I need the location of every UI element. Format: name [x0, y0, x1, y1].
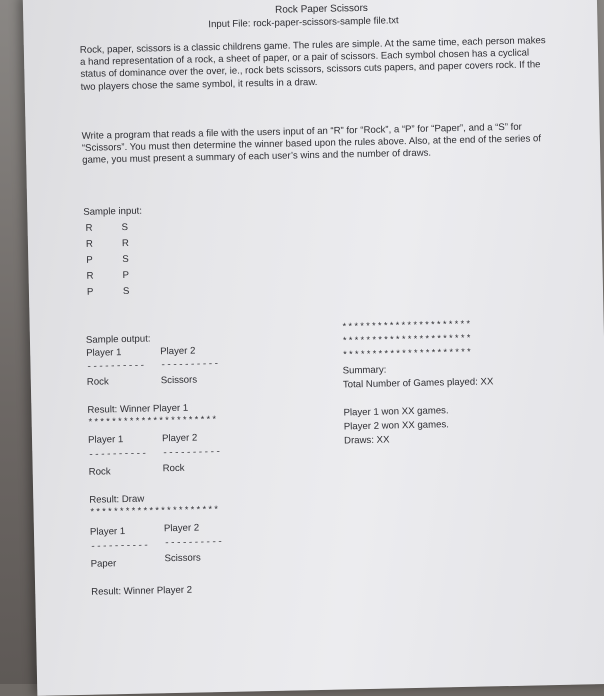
summary-draws: Draws: XX	[344, 434, 390, 447]
game2-stars: **********************	[87, 415, 218, 428]
intro-paragraph: Rock, paper, scissors is a classic childrens game. The rules are simple. At the same time, each person makes a hand representation of a rock, a sheet of paper, or a pair of scissors. Each symbol chosen has a cyclical status of dominance over the over, ie., rock bets scissors, scissors cuts papers, and paper covers rock. If the two players chose the same symbol, it results in a draw.	[79, 35, 546, 93]
summary-stars-2: **********************	[341, 333, 472, 347]
summary-player1-won: Player 1 won XX games.	[343, 405, 449, 419]
sample-input-label: Sample input:	[83, 205, 143, 218]
game3-p2-choice: Scissors	[164, 552, 201, 565]
game3-p1-choice: Paper	[90, 558, 117, 570]
game2-p1-choice: Rock	[88, 466, 111, 478]
input-row-2-p1: R	[85, 238, 93, 250]
game1-p2-dashes: ----------	[160, 359, 220, 371]
task-paragraph: Write a program that reads a file with the users input of an “R” for “Rock”, a “P” for “Paper”, and a “S” for “Scissors”. You must then determine the winner based upon the rules above. Also, at the end of the series of game, you must present a summary of each user’s wins and the number of draws.	[81, 121, 542, 167]
game2-p1-dashes: ----------	[88, 448, 148, 460]
summary-label: Summary:	[342, 364, 387, 377]
game3-p2-dashes: ----------	[164, 537, 224, 549]
game3-p1-dashes: ----------	[90, 540, 150, 552]
game1-player2-header: Player 2	[160, 345, 196, 358]
game3-result: Result: Winner Player 2	[91, 584, 193, 598]
game3-stars: **********************	[89, 505, 220, 518]
game1-player1-header: Player 1	[86, 347, 122, 359]
game2-player2-header: Player 2	[161, 432, 198, 445]
document-page	[23, 0, 604, 696]
summary-total: Total Number of Games played: XX	[342, 376, 494, 391]
game1-p2-choice: Scissors	[160, 374, 198, 387]
input-row-1-p2: S	[121, 221, 129, 234]
input-file-line: Input File: rock-paper-scissors-sample file.txt	[208, 15, 399, 31]
game3-player2-header: Player 2	[163, 522, 200, 535]
input-row-5-p1: P	[86, 286, 94, 298]
summary-stars-3: **********************	[342, 347, 473, 361]
game3-player1-header: Player 1	[89, 526, 126, 538]
input-row-5-p2: S	[122, 285, 130, 298]
doc-title: Rock Paper Scissors	[274, 2, 368, 16]
input-row-4-p1: R	[86, 270, 94, 282]
game2-player1-header: Player 1	[87, 434, 124, 446]
game2-p2-choice: Rock	[162, 462, 185, 475]
summary-stars-1: **********************	[341, 319, 472, 333]
game1-p1-choice: Rock	[86, 376, 109, 388]
input-row-3-p2: S	[122, 253, 129, 266]
sample-output-label: Sample output:	[85, 333, 151, 346]
game1-p1-dashes: ----------	[86, 360, 146, 372]
input-row-4-p2: P	[122, 269, 130, 282]
input-row-2-p2: R	[121, 237, 129, 250]
game2-p2-dashes: ----------	[162, 447, 222, 459]
game1-result: Result: Winner Player 1	[87, 402, 189, 416]
summary-player2-won: Player 2 won XX games.	[343, 419, 449, 433]
input-row-1-p1: R	[85, 222, 93, 234]
input-row-3-p1: P	[86, 254, 93, 266]
game2-result: Result: Draw	[89, 493, 145, 506]
